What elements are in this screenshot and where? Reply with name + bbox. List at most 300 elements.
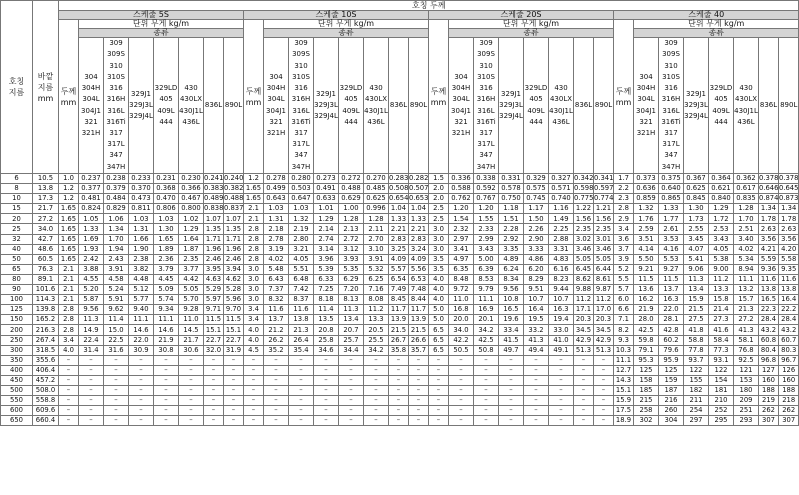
cell-weight-s10: 2.70 [364,234,389,244]
table-row [1,194,799,204]
material-grade: 316 [479,84,493,93]
material-grade: 309 [109,39,123,48]
cell-weight-s20: 42.5 [474,335,499,345]
cell-thickness-s20: 5.0 [429,315,449,325]
cell-weight-s10: 0.508 [389,184,409,193]
cell-nominal-size: 500 [1,385,33,395]
cell-weight-s10: 5.39 [314,264,339,274]
material-grade: 317L [662,140,680,149]
cell-weight-s10: 4.09 [409,254,429,264]
cell-weight-s10: 1.00 [339,204,364,214]
cell-outer-diameter: 139.8 [33,305,59,315]
cell-weight-s5: 1.03 [129,214,154,224]
cell-weight-s10: 3.24 [409,244,429,254]
material-grade: 430 [369,84,383,93]
material-grade: 347 [109,151,123,160]
cell-weight-s10: – [289,355,314,365]
material-grade: 304J1 [636,106,656,115]
material-grade: 310 [109,61,123,70]
cell-weight-s40: 125 [634,365,659,375]
cell-weight-s10: 0.653 [409,194,429,203]
cell-thickness-s5: 1.65 [59,254,79,264]
cell-weight-s5: 11.3 [79,315,104,325]
cell-nominal-size: 20 [1,214,33,224]
material-grade: 329J4L [314,112,338,121]
cell-thickness-s40: 5.2 [614,264,634,274]
cell-thickness-s5: – [59,416,79,426]
cell-weight-s40: 8.94 [734,264,759,274]
material-grade-list [389,100,408,111]
cell-weight-s5: – [179,385,204,395]
cell-thickness-s5: – [59,396,79,406]
cell-thickness-s10: 3.4 [244,315,264,325]
cell-weight-s10: 20.5 [364,325,389,335]
cell-weight-s5: 0.238 [104,174,129,184]
cell-weight-s5: 1.33 [79,224,104,234]
cell-weight-s20: – [549,355,574,365]
material-grade: 430 [739,84,753,93]
cell-weight-s10: 13.8 [289,315,314,325]
cell-weight-s40: 77.3 [709,345,734,355]
table-row [1,204,799,214]
cell-weight-s5: – [79,416,104,426]
cell-weight-s20: 9.72 [449,285,474,295]
cell-weight-s5: – [79,385,104,395]
cell-weight-s20: 4.86 [524,254,549,264]
cell-weight-s20: 0.598 [574,184,594,193]
cell-weight-s40: 13.3 [709,285,734,295]
cell-weight-s10: 11.7 [389,305,409,315]
cell-nominal-size: 350 [1,355,33,365]
cell-weight-s40: 42.5 [634,325,659,335]
cell-weight-s40: 16.4 [779,295,799,305]
cell-weight-s10: – [264,406,289,416]
cell-weight-s10: 8.45 [389,295,409,305]
cell-weight-s20: 3.31 [549,244,574,254]
material-grade: 316Ti [291,117,311,126]
material-grade: 304H [451,84,471,93]
cell-weight-s40: 4.16 [659,244,684,254]
cell-weight-s5: – [79,355,104,365]
cell-thickness-s5: 1.65 [59,244,79,254]
cell-weight-s5: 4.63 [204,274,224,284]
cell-weight-s40: 154 [709,375,734,385]
cell-nominal-size: 300 [1,345,33,355]
cell-weight-s40: 9.36 [759,264,779,274]
material-grade: 890L [780,100,798,109]
material-grade: 309S [662,50,680,59]
cell-weight-s20: 2.90 [524,234,549,244]
cell-weight-s40: 1.29 [709,204,734,214]
header-unit-weight-s10: 단위 무게 kg/m [264,20,429,29]
table-row [1,406,799,416]
material-grade: 329J4L [684,112,708,121]
cell-thickness-s40: 5.7 [614,285,634,295]
cell-weight-s10: 7.42 [289,285,314,295]
cell-thickness-s5: 2.8 [59,315,79,325]
cell-weight-s5: 0.824 [79,204,104,214]
cell-weight-s10: 35.4 [289,345,314,355]
cell-thickness-s20: – [429,416,449,426]
cell-outer-diameter: 21.7 [33,204,59,214]
cell-thickness-s20: 6.5 [429,325,449,335]
cell-weight-s40: 9.06 [684,264,709,274]
cell-weight-s10: – [339,375,364,385]
cell-weight-s40: 21.3 [734,305,759,315]
cell-thickness-s40: 6.0 [614,295,634,305]
cell-weight-s5: 9.34 [154,305,179,315]
cell-weight-s10: 7.49 [389,285,409,295]
cell-weight-s5: 3.79 [154,264,179,274]
cell-weight-s5: – [179,406,204,416]
cell-weight-s10: – [389,406,409,416]
header-kind-s40: 종류 [634,29,799,38]
material-grade-list [709,83,733,128]
cell-weight-s5: 5.12 [129,285,154,295]
cell-weight-s5: – [179,355,204,365]
cell-weight-s40: 1.32 [634,204,659,214]
cell-weight-s20: – [499,385,524,395]
cell-weight-s5: 5.29 [204,285,224,295]
cell-weight-s20: 3.33 [524,244,549,254]
cell-weight-s5: 5.24 [104,285,129,295]
header-unit-weight-s20: 단위 무게 kg/m [449,20,614,29]
cell-weight-s10: – [314,416,339,426]
cell-weight-s40: 0.364 [709,174,734,184]
material-grade: 890L [409,100,428,109]
cell-weight-s20: – [474,355,499,365]
cell-weight-s5: – [204,355,224,365]
material-grade: 436L [182,117,200,126]
cell-weight-s10: – [289,416,314,426]
cell-weight-s10: 2.74 [314,234,339,244]
cell-weight-s10: 1.33 [409,214,429,224]
cell-weight-s10: 5.48 [264,264,289,274]
material-grade: 409L [342,106,360,115]
material-grade: 321H [636,128,656,137]
cell-weight-s10: 4.02 [264,254,289,264]
cell-weight-s40: 0.375 [659,174,684,184]
material-grade: 317 [294,128,308,137]
material-grade: 304L [452,95,470,104]
cell-weight-s10: 1.32 [289,214,314,224]
cell-weight-s40: 92.5 [734,355,759,365]
cell-weight-s20: 0.775 [574,194,594,203]
material-grade: 436L [367,117,385,126]
cell-weight-s5: 5.28 [224,285,244,295]
cell-weight-s10: 4.09 [389,254,409,264]
cell-weight-s10: 7.25 [314,285,339,295]
cell-weight-s40: 4.07 [684,244,709,254]
cell-weight-s20: – [449,416,474,426]
cell-weight-s40: 293 [734,416,759,426]
cell-outer-diameter: 318.5 [33,345,59,355]
cell-weight-s5: 0.230 [179,174,204,184]
cell-weight-s40: 28.4 [759,315,779,325]
header-schedule-s10: 스케줄 10S [244,11,429,20]
header-thickness-text-line: mm [245,97,262,107]
cell-weight-s5: – [154,385,179,395]
cell-outer-diameter: 114.3 [33,295,59,305]
cell-weight-s5: – [224,375,244,385]
cell-weight-s40: 126 [779,365,799,375]
cell-weight-s5: 1.89 [154,244,179,254]
cell-weight-s10: 1.03 [289,204,314,214]
cell-weight-s20: 50.5 [449,345,474,355]
cell-weight-s40: 180 [734,385,759,395]
cell-weight-s40: 9.35 [779,264,799,274]
cell-weight-s5: – [129,416,154,426]
cell-weight-s10: 3.14 [314,244,339,254]
material-grade: 890L [594,100,613,109]
cell-weight-s5: 5.70 [179,295,204,305]
material-grade: 430LX [734,95,758,104]
cell-weight-s20: – [499,396,524,406]
table-row [1,345,799,355]
cell-weight-s10: – [289,375,314,385]
cell-weight-s10: 0.270 [364,174,389,184]
cell-weight-s20: 2.28 [499,224,524,234]
cell-weight-s20: 4.83 [549,254,574,264]
cell-weight-s20: – [574,365,594,375]
material-grade: 329J3L [314,100,338,109]
cell-weight-s5: 9.70 [224,305,244,315]
cell-weight-s5: 11.0 [179,315,204,325]
cell-weight-s5: 11.4 [104,315,129,325]
cell-weight-s10: 25.5 [364,335,389,345]
material-grade: 316Ti [661,117,681,126]
cell-weight-s20: 51.3 [594,345,614,355]
cell-weight-s40: 3.51 [634,234,659,244]
cell-weight-s10: 13.9 [409,315,429,325]
material-grade: 304L [637,95,655,104]
cell-weight-s20: 16.4 [524,305,549,315]
cell-weight-s40: 219 [759,396,779,406]
cell-weight-s40: 96.8 [759,355,779,365]
cell-weight-s20: 17.1 [574,305,594,315]
cell-weight-s40: 0.859 [634,194,659,204]
cell-weight-s20: 3.43 [474,244,499,254]
cell-weight-s10: 11.4 [314,305,339,315]
material-grade: 347H [476,162,496,171]
cell-weight-s20: 33.2 [524,325,549,335]
cell-nominal-size: 40 [1,244,33,254]
cell-weight-s40: 28.0 [634,315,659,325]
cell-weight-s40: 5.41 [684,254,709,264]
cell-weight-s5: 0.383 [204,184,224,193]
cell-weight-s40: 1.28 [734,204,759,214]
material-grade: 321H [451,128,471,137]
cell-weight-s5: – [79,396,104,406]
material-grade-list [474,38,498,172]
cell-weight-s40: 13.2 [734,285,759,295]
cell-weight-s40: 58.8 [684,335,709,345]
cell-weight-s40: 260 [659,406,684,416]
cell-thickness-s10: – [244,375,264,385]
header-thickness-s10 [244,20,264,174]
cell-weight-s40: 216 [659,396,684,406]
cell-weight-s40: 211 [684,396,709,406]
cell-weight-s20: – [594,365,614,375]
cell-thickness-s20: 6.5 [429,345,449,355]
cell-weight-s10: – [409,406,429,416]
cell-outer-diameter: 17.3 [33,194,59,204]
cell-weight-s40: 11.3 [684,274,709,284]
cell-outer-diameter: 267.4 [33,335,59,345]
material-grade: 329J1 [686,89,706,98]
cell-weight-s10: 6.48 [289,274,314,284]
cell-weight-s20: 3.46 [574,244,594,254]
cell-weight-s20: 0.597 [594,184,614,193]
header-material-group-4 [154,38,179,174]
cell-thickness-s10: 4.0 [244,325,264,335]
cell-weight-s20: 1.18 [499,204,524,214]
cell-weight-s5: 3.94 [224,264,244,274]
material-grade: 405 [344,95,358,104]
cell-weight-s10: 0.643 [264,194,289,204]
cell-weight-s5: 1.71 [204,234,224,244]
cell-weight-s20: 6.39 [474,264,499,274]
cell-weight-s5: 1.35 [204,224,224,234]
cell-weight-s5: – [204,396,224,406]
cell-weight-s5: – [204,385,224,395]
cell-outer-diameter: 508.0 [33,385,59,395]
cell-weight-s20: 4.97 [449,254,474,264]
cell-weight-s5: 2.43 [104,254,129,264]
cell-weight-s10: 20.7 [339,325,364,335]
cell-weight-s5: – [154,416,179,426]
cell-weight-s40: 0.617 [734,184,759,194]
cell-weight-s20: 17.0 [594,305,614,315]
cell-weight-s40: 28.4 [779,315,799,325]
cell-weight-s5: – [224,416,244,426]
cell-weight-s5: 5.91 [104,295,129,305]
cell-weight-s5: – [104,375,129,385]
cell-weight-s5: – [129,355,154,365]
material-grade: 430 [184,84,198,93]
cell-weight-s10: 1.29 [314,214,339,224]
cell-weight-s5: 31.4 [79,345,104,355]
cell-weight-s10: 1.33 [389,214,409,224]
cell-weight-s40: 251 [734,406,759,416]
header-material-group-3 [499,38,524,174]
cell-weight-s5: 11.5 [204,315,224,325]
cell-weight-s5: 3.82 [129,264,154,274]
cell-weight-s40: 80.3 [779,345,799,355]
material-grade: 329LD [709,84,733,93]
cell-weight-s10: 6.53 [409,274,429,284]
cell-weight-s20: 10.8 [499,295,524,305]
header-material-group-7 [594,38,614,174]
cell-weight-s20: 49.4 [524,345,549,355]
material-grade-list [499,89,523,123]
cell-outer-diameter: 34.0 [33,224,59,234]
cell-weight-s10: – [389,355,409,365]
cell-nominal-size: 50 [1,254,33,264]
cell-weight-s5: 30.6 [179,345,204,355]
cell-weight-s40: 254 [684,406,709,416]
material-grade: 430LX [549,95,573,104]
cell-outer-diameter: 89.1 [33,274,59,284]
cell-weight-s40: 5.38 [709,254,734,264]
cell-nominal-size: 450 [1,375,33,385]
cell-thickness-s20: 3.0 [429,234,449,244]
cell-weight-s5: 0.838 [204,204,224,213]
cell-weight-s5: 1.31 [129,224,154,234]
cell-weight-s40: 295 [709,416,734,426]
cell-weight-s5: 30.9 [129,345,154,355]
material-grade-list [449,72,473,139]
cell-weight-s20: 1.50 [524,214,549,224]
table-row [1,264,799,274]
cell-weight-s20: 33.0 [549,325,574,335]
cell-weight-s10: 25.7 [339,335,364,345]
cell-weight-s40: 28.1 [659,315,684,325]
cell-weight-s40: 122 [684,365,709,375]
material-grade: 309S [477,50,495,59]
cell-weight-s10: 11.2 [364,305,389,315]
header-row-group [1,1,799,11]
cell-weight-s5: – [104,396,129,406]
header-nominal-size-text [1,76,32,98]
cell-weight-s5: 0.484 [104,194,129,204]
cell-outer-diameter: 165.2 [33,315,59,325]
cell-weight-s20: – [449,396,474,406]
cell-weight-s20: – [474,406,499,416]
material-grade: 890L [224,100,243,109]
cell-weight-s40: 0.845 [684,194,709,204]
cell-outer-diameter: 216.3 [33,325,59,335]
cell-weight-s40: 13.4 [684,285,709,295]
cell-weight-s40: 3.45 [684,234,709,244]
cell-weight-s5: – [224,396,244,406]
material-grade-list [574,100,593,111]
cell-weight-s40: 1.70 [734,214,759,224]
material-grade: 329J3L [684,100,708,109]
cell-weight-s5: – [154,365,179,375]
cell-thickness-s10: 2.8 [244,254,264,264]
cell-weight-s40: 304 [659,416,684,426]
table-row [1,234,799,244]
cell-weight-s5: – [204,406,224,416]
cell-weight-s5: – [104,355,129,365]
cell-weight-s40: 218 [779,396,799,406]
cell-weight-s10: – [389,365,409,375]
cell-weight-s20: 10.7 [524,295,549,305]
cell-weight-s5: 1.96 [204,244,224,254]
cell-weight-s20: 49.1 [549,345,574,355]
cell-weight-s5: 5.05 [179,285,204,295]
cell-weight-s10: 13.3 [364,315,389,325]
material-grade: 321H [81,128,101,137]
cell-weight-s10: 6.25 [364,274,389,284]
cell-nominal-size: 250 [1,335,33,345]
cell-weight-s40: 0.835 [734,194,759,204]
material-grade: 329LD [154,84,178,93]
cell-weight-s20: – [594,396,614,406]
cell-weight-s5: 1.96 [224,244,244,254]
cell-weight-s5: 5.77 [129,295,154,305]
cell-weight-s10: – [289,406,314,416]
cell-weight-s20: 5.05 [574,254,594,264]
cell-weight-s20: – [549,385,574,395]
cell-thickness-s5: 2.8 [59,305,79,315]
cell-weight-s20: 0.329 [524,174,549,184]
cell-thickness-s10: 3.4 [244,305,264,315]
cell-weight-s40: 0.378 [779,174,799,183]
header-material-group-4 [709,38,734,174]
header-material-group-2 [289,38,314,174]
